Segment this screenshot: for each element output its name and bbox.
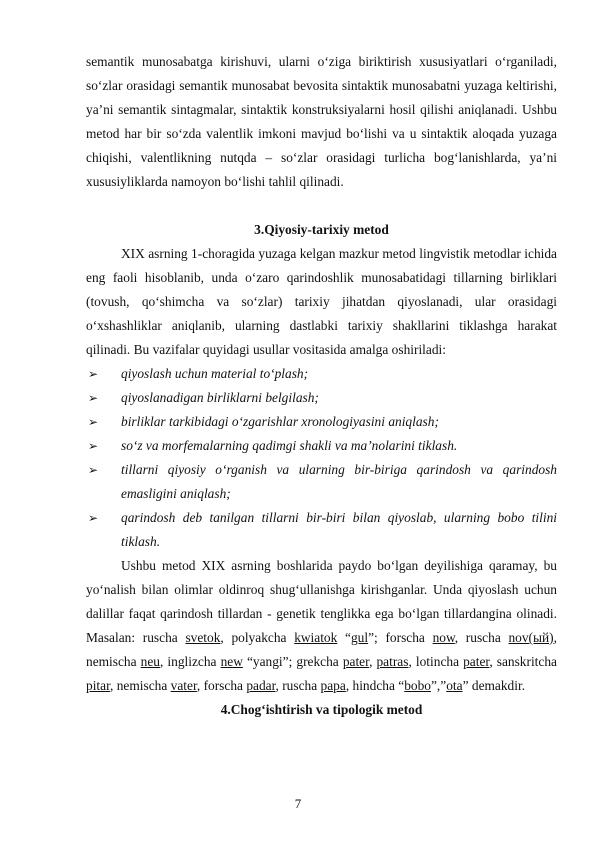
page-number: 7 <box>294 796 302 811</box>
list-item-text: so‘z va morfemalarning qadimgi shakli va ma’nolarini tiklash. <box>121 438 458 453</box>
text-run: “yangi”; grekcha <box>242 654 343 669</box>
section-4-heading: 4.Chog‘ishtirish va tipologik metod <box>220 702 423 717</box>
example-word: new <box>220 654 243 669</box>
list-item <box>86 362 557 386</box>
document-page <box>86 50 557 722</box>
spacer <box>86 194 557 218</box>
text-run: ”; forscha <box>368 630 433 645</box>
list-item <box>86 434 557 458</box>
example-word: bobo <box>404 678 431 693</box>
example-word: pater <box>463 654 490 669</box>
text-run: , lotincha <box>408 654 464 669</box>
arrow-bullet-icon: ➢ <box>88 415 99 429</box>
methods-list <box>86 362 557 554</box>
example-word: svetok <box>185 630 221 645</box>
intro-paragraph: semantik munosabatga kirishuvi, ularni o‘ziga biriktirish xususiyatlari o‘rganiladi, so‘zlar orasidagi semantik munosabat bevosita sintaktik munosabatni yuzaga keltirishi, ya’ni semantik sintagmalar, sintaktik konstruksiyalarni hosil qilishi aniqlanadi. Ushbu metod har bir so‘zda valentlik imkoni mavjud bo‘lishi va u sintaktik aloqada yuzaga chiqishi, valentlikning nutqda – so‘zlar orasidagi turlicha bog‘lanishlarda, ya’ni xususiyliklarda namoyon bo‘lishi tahlil qilinadi. <box>86 54 557 189</box>
text-run: , nemischa <box>110 678 171 693</box>
example-word: ota <box>446 678 463 693</box>
example-word: pater <box>342 654 370 669</box>
text-run: “ <box>337 630 351 645</box>
arrow-bullet-icon: ➢ <box>88 391 99 405</box>
arrow-bullet-icon: ➢ <box>88 439 99 453</box>
list-item-text: tillarni qiyosiy o‘rganish va ularning bir-biriga qarindosh va qarindosh emasligini aniqlash; <box>121 462 557 501</box>
example-word: nov(ый) <box>508 630 554 645</box>
example-word: padar <box>246 678 276 693</box>
text-run: , polyakcha <box>220 630 295 645</box>
example-word: gul <box>350 630 369 645</box>
example-word: vater <box>170 678 197 693</box>
list-item <box>86 458 557 506</box>
list-item-text: birliklar tarkibidagi o‘zgarishlar xronologiyasini aniqlash; <box>121 414 439 429</box>
example-word: patras <box>376 654 409 669</box>
section-3-paragraph: XIX asrning 1-choragida yuzaga kelgan mazkur metod lingvistik metodlar ichida eng faoli hisoblanib, unda o‘zaro qarindoshlik munosabatidagi tillarning birliklari (tovush, qo‘shimcha va so‘zlar) tarixiy jihatdan qiyoslanadi, ular orasidagi o‘xshashliklar aniqlanib, ularning dastlabki tarixiy shakllarini tiklashga harakat qilinadi. Bu vazifalar quyidagi usullar vositasida amalga oshiriladi: <box>86 246 557 357</box>
list-item-text: qiyoslanadigan birliklarni belgilash; <box>121 390 319 405</box>
example-word: kwiatok <box>294 630 338 645</box>
list-item <box>86 386 557 410</box>
text-run: , ruscha <box>275 678 321 693</box>
list-item-text: qiyoslash uchun material to‘plash; <box>121 366 309 381</box>
list-item-text: qarindosh deb tanilgan tillarni bir-biri bilan qiyoslab, ularning bobo tilini tiklash. <box>121 510 557 549</box>
text-run: , inglizcha <box>159 654 221 669</box>
section-3-heading: 3.Qiyosiy-tarixiy metod <box>254 222 389 237</box>
example-word: now <box>432 630 455 645</box>
text-run: ”,” <box>430 678 447 693</box>
list-item <box>86 506 557 554</box>
text-run: ” demakdir. <box>462 678 526 693</box>
arrow-bullet-icon: ➢ <box>88 511 99 525</box>
text-run: , <box>369 654 377 669</box>
text-run: , nemischa <box>86 630 557 669</box>
arrow-bullet-icon: ➢ <box>88 367 99 381</box>
examples-paragraph <box>86 554 557 698</box>
text-run: Ushbu metod XIX asrning boshlarida paydo bo‘lgan deyilishiga qaramay, bu yo‘nalish bilan olimlar oldinroq shug‘ullanishga kirishganlar. Unda qiyoslash uchun dalillar faqat qarindosh tillardan - genetik tenglikka ega bo‘lgan tillardangina olinadi. Masalan: ruscha <box>86 558 557 645</box>
example-word: pitar <box>86 678 111 693</box>
list-item <box>86 410 557 434</box>
example-word: neu <box>140 654 160 669</box>
text-run: , sanskritcha <box>489 654 557 669</box>
text-run: , ruscha <box>454 630 509 645</box>
text-run: , hindcha “ <box>345 678 405 693</box>
example-word: papa <box>320 678 346 693</box>
text-run: , forscha <box>196 678 247 693</box>
arrow-bullet-icon: ➢ <box>88 463 99 477</box>
